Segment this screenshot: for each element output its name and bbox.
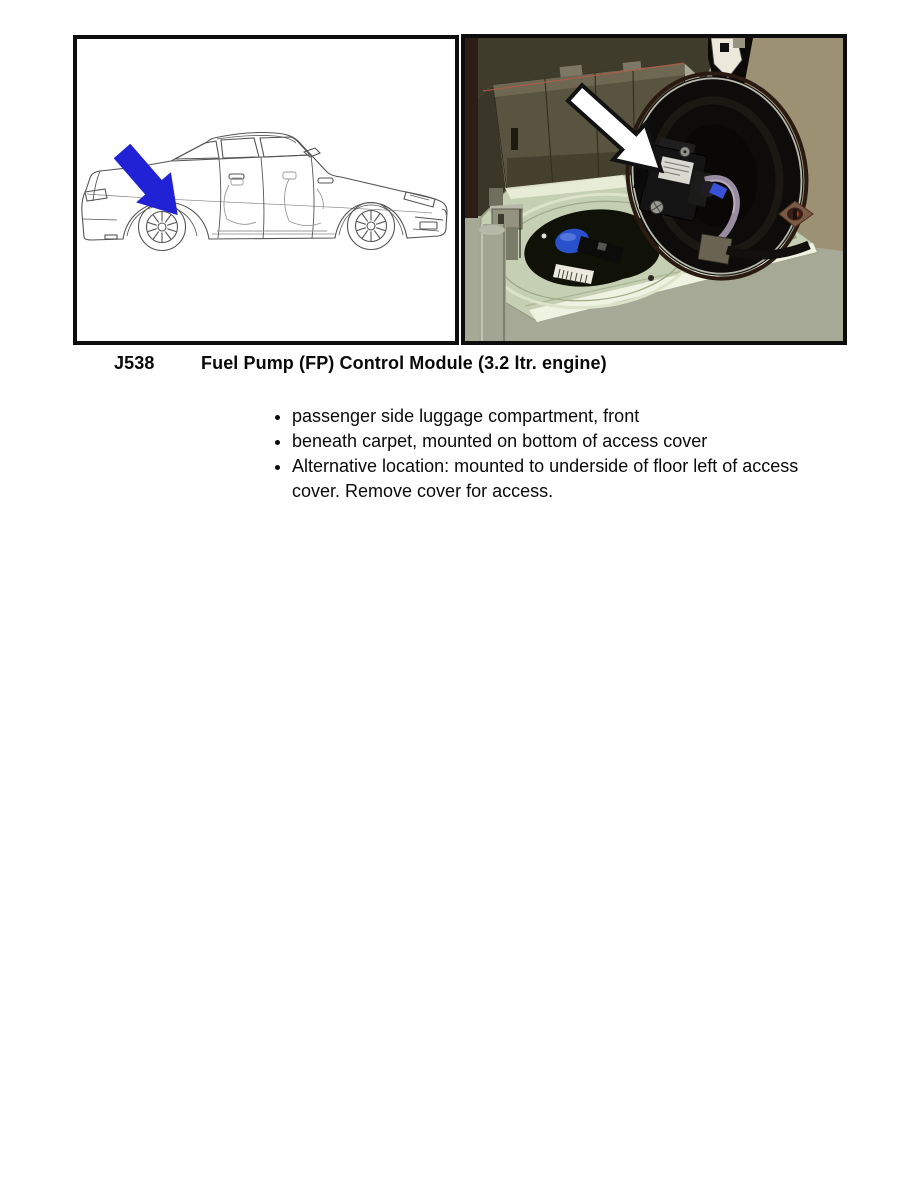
car-interior-sketch [217,172,327,231]
cable-clamp [698,234,732,264]
left-edge-shadow [465,38,478,218]
location-notes [276,404,821,504]
car-line-drawing [77,39,455,341]
component-code: J538 [114,353,155,373]
bracket-tab [733,38,745,48]
luggage-compartment-photo [465,38,843,341]
rear-wheel [139,204,186,251]
component-photo [461,34,847,345]
list-item: • Alternative location: mounted to underside of floor left of access cover. Remove cover for access. [292,454,821,504]
car-body-outline [82,133,447,241]
list-item: • beneath carpet, mounted on bottom of access cover [292,429,821,454]
left-strut [479,224,506,341]
list-item: • passenger side luggage compartment, front [292,404,821,429]
bracket-hole [720,43,729,52]
car-location-diagram [73,35,459,345]
blue-arrow-down-right-icon [105,136,195,230]
figure-caption [114,353,607,374]
component-title: Fuel Pump (FP) Control Module (3.2 ltr. engine) [201,353,607,373]
